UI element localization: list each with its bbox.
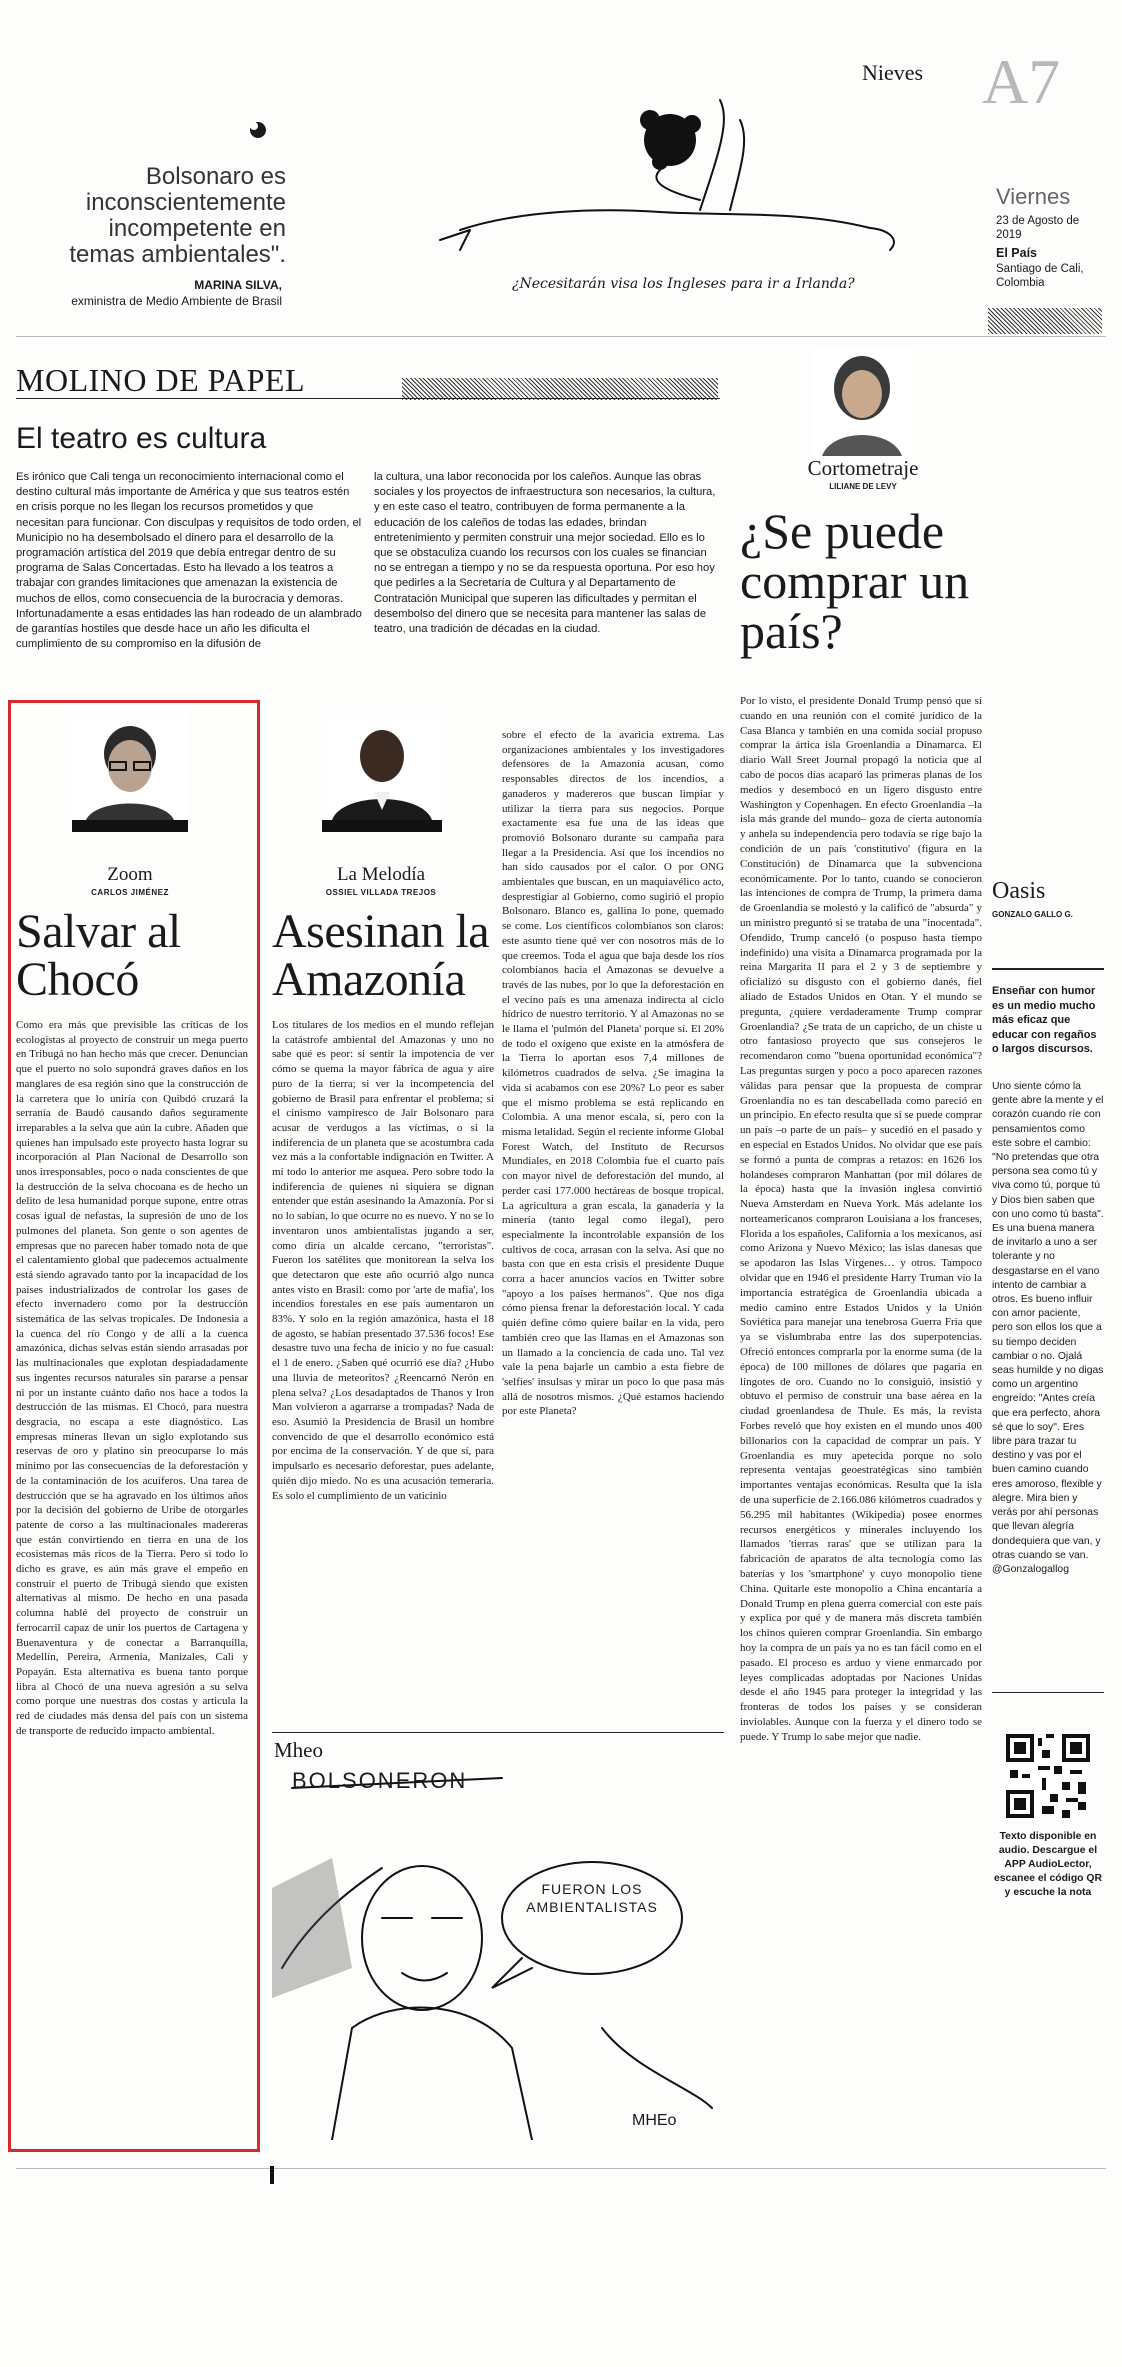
bolsoneron-cartoon xyxy=(272,1768,724,2140)
quote-mark-icon xyxy=(248,120,268,140)
cartoon-caption: ¿Necesitarán visa los Ingleses para ir a Irlanda? xyxy=(512,276,855,292)
melodia-col1: Los titulares de los medios en el mundo reflejan la catástrofe ambiental del Amazonas y uno no sabe qué es peor: si sentir la impotencia de ver cómo se quema la mayor fábrica de agua y aire puro de la tierra; si ver la incompetencia del gobierno de Brasil para enfrentar el problema; si el cinismo vampiresco de Jair Bolsonaro para acusar de verdugos a las víctimas, o si la indiferencia de un planeta que se acostumbra cada vez más a la confortable indignación en Twitter. A mí todo lo anterior me asquea. Pero sobre todo la indiferencia de quienes ni siquiera se dignan entender que están asesinando la Amazonía. Por si no lo sabían, lo que ocurre no es nuevo. Y no se lo inventaron unos ambientalistas jugando a ser, como diría un alcalde cercano, "terroristas". Fueron los satélites que monitorean la selva los que detectaron que este año ocurrió algo nunca antes visto en Brasil: como por 'arte de mafia', los incendios forestales en ese país aumentaron un 83%. Y solo en la región amazónica, hasta el 18 de agosto, se habían presentado 37.536 focos! Ese desastre tuvo una fecha de inicio y no fue casual: el 1 de enero. ¿Saben qué ocurrió ese día? ¿Hubo una lluvia de meteoritos? ¿Reencarnó Nerón en plena selva? ¿Los desadaptados de Thanos y Iron Man volvieron a agarrarse a trompadas? Nada de eso. Asumió la Presidencia de Brasil un hombre convencido de que el desarrollo económico está por encima de la conservación. Y de que sí, para impulsarlo es necesario deforestar, pues adelante, quién dijo miedo. No es una acusación temeraria. Es solo el cumplimiento de un vaticinio xyxy=(272,1019,494,1502)
zoom-column: Zoom xyxy=(107,864,153,885)
issue-day: Viernes xyxy=(996,184,1071,209)
section-name: Nieves xyxy=(862,60,924,85)
quote-text: Bolsonaro es inconscientemente incompetente en temas ambientales". xyxy=(69,163,286,268)
header-hatch-bar xyxy=(988,308,1102,334)
liliane-photo xyxy=(812,348,912,456)
page-number: A7 xyxy=(982,46,1061,117)
issue-city: Santiago de Cali, Colombia xyxy=(996,263,1084,289)
bottom-divider xyxy=(16,2168,1106,2169)
zoom-body: Como era más que previsible las críticas de los ecologistas al proyecto de construir un mega puerto en Tribugá no han hecho más que crecer. Denuncian que el puerto no solo supondrá graves daños en los manglares de esa región sino que la construcción de la carretera que lo uniría con Quibdó cruzará la serranía de Baudó causando daños seguramente irreparables a la selva que aún la cubre. Añaden que quienes han impulsado este proyecto hasta lograr su incorporación al Plan Nacional de Desarrollo son unos irresponsables, poco o nada conscientes de que la destrucción de la selva chocoana es de hecho un delito de lesa humanidad porque supone, entre otras cosas igual de nefastas, la supresión de uno de los pulmones del planeta. Son gente o son agentes de empresas que no parecen haber tomado nota de que el calentamiento global que padecemos actualmente está siendo agravado tanto por la incapacidad de los países industrializados de controlar los gases de efecto invernadero como por la destrucción sistemática de las selvas tropicales. De Indonesia a la cuenca del río Congo y de allí a la cuenca amazónica, dichas selvas están siendo arrasadas por las multinacionales que explotan despiadadamente sus ingentes recursos naturales sin pararse a pensar ni por un instante cuánto daño nos hace a todos la destrucción de las mismas. El Chocó, para nuestra desgracia, no escapa a este diagnóstico. Las empresas mineras llevan un siglo explotando sus reservas de oro y platino sin preocuparse lo más mínimo por las consecuencias de la deforestación y de la contaminación de los acuíferos. Una tarea de destrucción que se ha agravado en los últimos años por la decisión del gobierno de Uribe de otorgarles patente de corso a las multinacionales madereras que están convirtiendo en tierra en una de los ecosistemas más ricos de la Tierra. Pero si todo lo dicho es grave, es aún más grave el empeño en construir el puerto de Tribugá siendo que existen alternativas al mismo. De hecho en una pasada columna hablé del proyecto de construir un ferrocarril capaz de unir los puertos de Cartagena y Buenaventura y de conectar a Barranquilla, Medellín, Pereira, Armenia, Manizales, Cali y Popayán. Esta alternativa es buena tanto porque libra al Chocó de una nueva agresión a su selva como porque une nuestras dos costas y articula la red de ciudades más densa del país con un sistema de transporte de reducido impacto ambiental. xyxy=(16,1019,248,1737)
ossiel-photo xyxy=(322,714,442,832)
cortometraje-title: ¿Se puede comprar un país? xyxy=(740,503,970,659)
oasis-body: Uno siente cómo la gente abre la mente y el corazón cuando ríe con pensamientos como este sobre el cambio: "No pretendas que otra persona sea como tú y viva como tú, porque tú y Dios bien saben que con uno como tú basta". Es una buena manera de invitarlo a uno a ser tolerante y no desgastarse en el vano intento de cambiar a otros. Es bueno influir con amor paciente, pero son ellos los que a su tiempo deciden cambiar o no. Ojalá seas humilde y no digas como un argentino engreído: "Antes creía que era perfecto, ahora sé que lo soy". Eres libre para trazar tu destino y vas por el buen camino cuando eres amoroso, flexible y alegre. Mira bien y verás por ahí personas que llevan alegría dondequiera que van, y otras cuando se van. @Gonzalogallog xyxy=(992,1081,1104,1575)
top-divider xyxy=(16,336,1106,337)
mheo-banner: BOLSONERON xyxy=(292,1768,468,1793)
oasis-column: Oasis xyxy=(992,878,1046,904)
cortometraje-body: Por lo visto, el presidente Donald Trump pensó que sí cuando en una reunión con el comité jurídico de la Casa Blanca y también en una comida social propuso comprar la ártica isla Groenlandia a Dinamarca. El diario Wall Sreet Journal propagó la noticia que al cabo de pocos días acaparó las primeras planas de los medios y desembocó en un ligero disgusto entre Washington y Copenhagen. En efecto Groenlandia –la isla más grande del mundo– goza de cierta autonomía y anhela su independencia pero todavía se rige bajo la condición de un país 'constitutivo' (figura en la Constitución) de Dinamarca que la subvenciona económicamente. Por lo tanto, cuando se conocieron las intenciones de compra de Trump, la primera dama de Groenlandia se molestó y la calificó de "absurda" y un ministro preguntó si se trataba de una "inocentada". Ofendido, Trump canceló (o pospuso hasta tiempo indefinido) una visita a Dinamarca programada por la reina Margarita II para el 2 y 3 de septiembre y oficializó su disgusto con el gobierno danés, fiel aliado de Estados Unidos en Otan. Y el mundo se pregunta, ¿quiere verdaderamente Trump comprar Groenlandia? ¿Se trata de un capricho, de un chiste u otro fantasioso proyecto que sus consejeros le recomendaron como "buena oportunidad económica"? Las preguntas surgen y poco a poco aparecen razones válidas para pensar que la propuesta de comprar Groenlandia no es tan descabellada como pareció en un principio. En efecto resulta que sí se puede comprar un país –o parte de un país– y sucedió en el pasado y en especial en Estados Unidos. No olvidar que ese país se formó a punta de compras a retazos: en 1626 los holandeses compraron Manhattan (por mil dólares de la época) hasta que la invasión inglesa convirtió Nueva Amsterdam en Nueva York. Más adelante los norteamericanos compraron Louisiana a los franceses, Florida a los españoles, California a los mexicanos, así como Arizona y Nuevo México; las islas danesas que se apodaron las Islas Vírgenes… y otros. Tampoco olvidar que en 1946 el presidente Harry Truman vio la importancia estratégica de Groenlandia ubicada a medio camino entre Estados Unidos y la Unión Soviética para manejar una tenebrosa Guerra Fría que ya se vislumbraba entre las dos superpotencias. Ofreció entonces comprarla por la enorme suma (de la época) de 100 millones de dólares que pagaría en lingotes de oro. Cuando no lo consiguió, insistió y obtuvo el permiso de construir una base aérea en la ciudad groenlandesa de Thule. Es más, la revista Forbes reveló que hoy existen en el mundo unos 400 billonarios con la capacidad de comprar un país. Y Groenlandia es muy apetecida porque no solo representa ventajas geoestratégicas sino también importantes ventajas económicas. Resulta que la isla de una superficie de 2.166.086 kilómetros cuadrados y 56.295 mil habitantes (Wikipedia) posee enormes recursos energéticos y minerales incluyendo los llamados 'tierras raras' que se utilizan para la fabricación de aparatos de alta tecnología como las baterías y los 'smartphone' y cuyo monopolio tiene China. Quitarle este monopolio a China encantaría a Donald Trump en plena guerra comercial con este país y explica por qué y de manera más discreta también los chinos quieren comprar Groenlandia. Sin embargo hoy la compra de un país ya no es tan fácil como en el pasado. El proceso es arduo y viene enmarcado por leyes complicadas adoptadas por Naciones Unidas desde el año 1945 para proteger la integridad y las fronteras de todos los países y se consideran inviolables. Aunque con la fuerza y el dinero todo se puede. Y Trump lo sabe mejor que nadie. xyxy=(740,695,982,1743)
molino-rule xyxy=(16,398,720,399)
molino-col1: Es irónico que Cali tenga un reconocimiento internacional como el destino cultural más importante de América y que sus teatros estén en crisis porque no les llegan los recursos prometidos y que necesitan para funcionar. Con disculpas y requisitos de todo orden, el Municipio no ha desembolsado el dinero para el desarrollo de la programación artística del 2019 que debía entregar dentro de su programa de Salas Concertadas. Esto ha llevado a los teatros a trabajar con grandes limitaciones que amenazan la existencia de muchos de ellos, como consecuencia de la burocracia y demoras. Infortunadamente a esas entidades las han rodeado de un alambrado de garantías hostiles que desde hace un año les dificulta el cumplimiento de su compromiso en la difusión de xyxy=(16,471,362,651)
molino-col2: la cultura, una labor reconocida por los caleños. Aunque las obras sociales y los proyectos de infraestructura son necesarios, la cultura, y en este caso el teatro, contribuyen de forma permanente a la educación de los caleños de todas las edades, brindan entretenimiento y permiten construir una mejor sociedad. Ello es lo que se obstaculiza cuando los recursos con los cuales se financian no se entregan a tiempo y no se da respuesta oportuna. Por eso hoy que pedirles a la Secretaría de Cultura y al Departamento de Contratación Municipal que superen las dificultades y permitan el desembolso del dinero que se necesita para mantener las salas de teatro, una tradición de décadas en la ciudad. xyxy=(374,471,716,636)
melodia-col2: sobre el efecto de la avaricia extrema. Las organizaciones ambientales y los investigadores defensores de la Amazonía acusan, como responsables directos de los incendios, a ganaderos y madereros que buscan limpiar y utilizar la tierra para sus negocios. Porque exactamente esa fue una de las ideas que promovió Bolsonaro durante su campaña para llegar a la Presidencia. Así que los incendios no han sido causados por el calor. O por ONG ambientales que buscan, en un maquiavélico acto, desprestigiar al Gobierno, como sugirió el propio Bolsonaro. Blanco es, gallina lo pone, quemado se come. Los científicos colombianos son claros: este asunto tiene qué ver con nosotros más de lo que creemos. Toda el agua que baja desde los ríos colombianos hacia el Amazonas se devuelve a través de las nubes, por lo que la deforestación en el vecino país es una amenaza indirecta al ciclo hídrico de nuestro territorio. Y al Amazonas no se le llama el 'pulmón del Planeta' porque sí. El 20% de todo el oxígeno que existe en la atmósfera de la Tierra lo aportan esos 7,4 millones de kilómetros cuadrados de selva. ¿Se imagina la vida si acabamos con ese 20%? Lo peor es saber que el mismo problema se está replicando en Colombia. A una menor escala, sí, pero con la misma letalidad. Según el reciente informe Global Forest Watch, del Instituto de Recursos Mundiales, en 2018 Colombia fue el cuarto país con mayor nivel de deforestación del mundo, al perder casi 177.000 hectáreas de bosque tropical. La agricultura a gran escala, la ganadería y la minería (tanto legal como ilegal), pero especialmente la incontrolable expansión de los cultivos de coca, arrasan con la selva. Así que no basta con que en esta crisis el presidente Duque corra a hacer anuncios vacíos en Twitter sobre "apoyo a los países hermanos". Que nos diga cómo piensa frenar la deforestación local. Y cada quién define cómo quiere bailar en la vida, pero también creo que las llamas en el Amazonas son un llamado a la conciencia de cada uno. Tal vez vale la pena bajarle un cambio a esta fiebre de 'selfies' insulsas y mirar un poco lo que pasa más allá de nosotros mismos. ¿Qué estamos haciendo por este Planeta? xyxy=(502,729,724,1418)
carlos-photo xyxy=(72,714,188,832)
cortometraje-column: Cortometraje xyxy=(807,456,919,480)
mheo-label: Mheo xyxy=(274,1738,323,1762)
melodia-column: La Melodía xyxy=(336,864,426,885)
mheo-signature: MHEo xyxy=(632,2112,677,2129)
oasis-rule-2 xyxy=(992,1692,1104,1693)
reclining-figure-cartoon xyxy=(400,80,920,280)
page-mark xyxy=(270,2166,274,2184)
cortometraje-author: LILIANE DE LEVY xyxy=(829,482,897,491)
qr-caption: Texto disponible en audio. Descargue el APP AudioLector, escanee el código QR y escuche la nota xyxy=(994,1831,1102,1898)
quote-role: exministra de Medio Ambiente de Brasil xyxy=(71,294,282,308)
zoom-title: Salvar al Chocó xyxy=(16,905,181,1006)
molino-hatch-bar xyxy=(402,378,718,400)
quote-author: MARINA SILVA, xyxy=(194,278,282,292)
oasis-author: GONZALO GALLO G. xyxy=(992,910,1073,919)
molino-headline: El teatro es cultura xyxy=(16,422,267,455)
zoom-author: CARLOS JIMÉNEZ xyxy=(91,888,169,897)
qr-code-icon[interactable] xyxy=(1006,1734,1090,1818)
oasis-rule xyxy=(992,968,1104,970)
section-title-molino: MOLINO DE PAPEL xyxy=(16,362,305,398)
melodia-author: OSSIEL VILLADA TREJOS xyxy=(325,888,437,897)
mheo-speech: FUERON LOS AMBIENTALISTAS xyxy=(526,1881,658,1915)
oasis-lead: Enseñar con humor es un medio mucho más eficaz que educar con regaños o largos discursos. xyxy=(992,985,1097,1055)
mheo-rule xyxy=(272,1732,724,1733)
melodia-title: Asesinan la Amazonía xyxy=(272,905,490,1006)
issue-paper: El País xyxy=(996,246,1037,260)
issue-date: 23 de Agosto de 2019 xyxy=(996,215,1080,241)
